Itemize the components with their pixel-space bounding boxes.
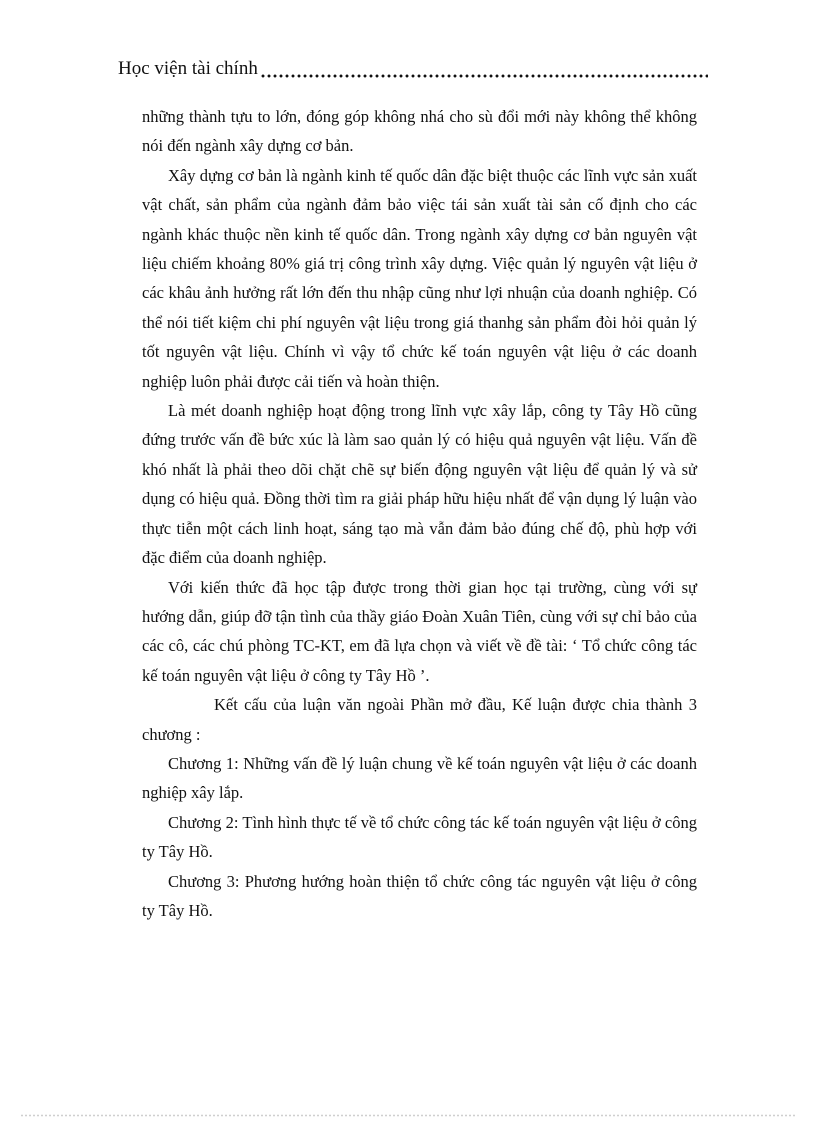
chapter-1-item: Chương 1: Những vấn đề lý luận chung về kế toán nguyên vật liệu ở các doanh nghiệp xây lắp. — [142, 753, 697, 803]
page-header — [118, 52, 708, 80]
document-body — [142, 102, 697, 925]
paragraph-construction-industry: Xây dựng cơ bản là ngành kinh tế quốc dân đặc biệt thuộc các lĩnh vực sản xuất vật chất, sản phẩm của ngành đảm bảo việc tái sản xuất tài sản cố định cho các ngành khác thuộc nền kinh tế quốc dân. Trong ngành xây dựng cơ bản nguyên vật liệu chiếm khoảng 80% giá trị công trình xây dựng. Việc quản lý nguyên vật liệu ở các khâu ảnh hưởng rất lớn đến thu nhập cũng như lợi nhuận của doanh nghiệp. Có thể nói tiết kiệm chi phí nguyên vật liệu trong giá thanhg sản phẩm đòi hỏi quản lý tốt nguyên vật liệu. Chính vì vậy tổ chức kế toán nguyên vật liệu ở các doanh nghiệp luôn phải được cải tiến và hoàn thiện. — [142, 165, 697, 391]
footer-dotted-rule — [20, 1114, 796, 1117]
chapter-3-item: Chương 3: Phương hướng hoàn thiện tổ chức công tác nguyên vật liệu ở công ty Tây Hồ. — [142, 871, 697, 920]
paragraph-company-tay-ho: Là mét doanh nghiệp hoạt động trong lĩnh vực xây lắp, công ty Tây Hồ cũng đứng trước vấn đề bức xúc là làm sao quản lý có hiệu quả nguyên vật liệu. Vấn đề khó nhất là phải theo dõi chặt chẽ sự biến động nguyên vật liệu để quản lý và sử dụng có hiệu quả. Đồng thời tìm ra giải pháp hữu hiệu nhất để vận dụng lý luận vào thực tiễn một cách linh hoạt, sáng tạo mà vẫn đảm bảo đúng chế độ, phù hợp với đặc điểm của doanh nghiệp. — [142, 401, 697, 568]
paragraph-thesis-topic: Với kiến thức đã học tập được trong thời gian học tại trường, cùng với sự hướng dẫn, giúp đỡ tận tình của thầy giáo Đoàn Xuân Tiên, cùng với sự chỉ bảo của các cô, các chú phòng TC-KT, em đã lựa chọn và viết về đề tài: ‘ Tổ chức công tác kế toán nguyên vật liệu ở công ty Tây Hồ ’. — [142, 577, 697, 685]
chapter-2-item: Chương 2: Tình hình thực tế về tổ chức công tác kế toán nguyên vật liệu ở công ty Tây Hồ. — [142, 812, 697, 862]
paragraph-structure: Kết cấu của luận văn ngoài Phần mở đầu, Kế luận được chia thành 3 chương : — [142, 695, 697, 744]
header-title: Học viện tài chính — [118, 58, 258, 79]
paragraph-continuation: những thành tựu to lớn, đóng góp không nhá cho sù đổi mới này không thể không nói đến ngành xây dựng cơ bản. — [142, 107, 697, 156]
header-dotted-rule — [260, 74, 708, 78]
